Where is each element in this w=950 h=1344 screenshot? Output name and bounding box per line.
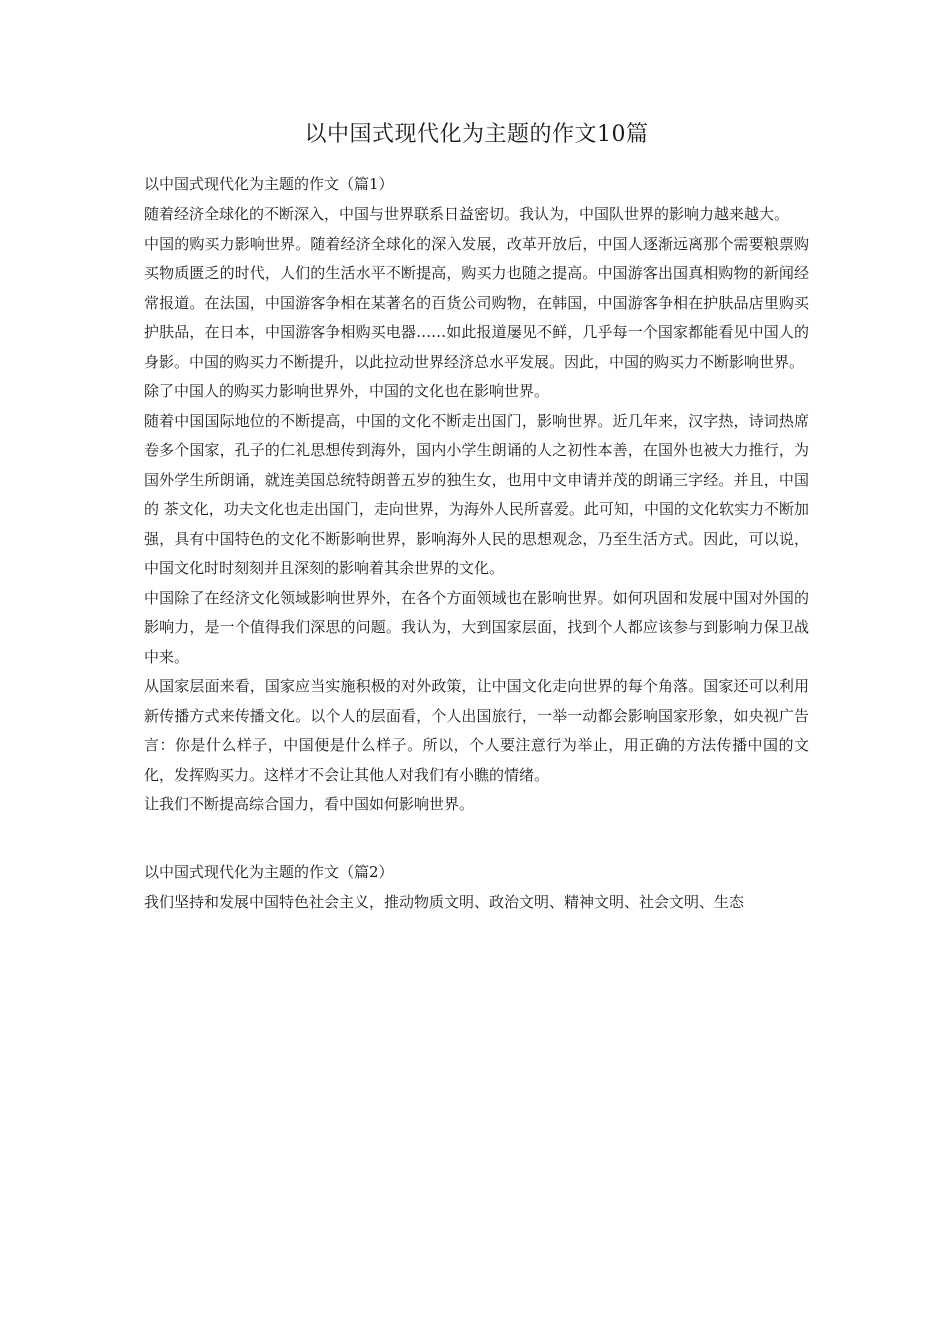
section-spacer bbox=[144, 820, 809, 858]
paragraph: 我们坚持和发展中国特色社会主义，推动物质文明、政治文明、精神文明、社会文明、生态 bbox=[144, 892, 745, 911]
paragraph: 随着经济全球化的不断深入，中国与世界联系日益密切。我认为，中国队世界的影响力越来越大。 bbox=[144, 205, 790, 223]
paragraph: 中国的购买力影响世界。随着经济全球化的深入发展，改革开放后，中国人逐渐远离那个需要粮票购买物质匮乏的时代，人们的生活水平不断提高，购买力也随之提高。中国游客出国真相购物的新闻经常报道。在法国，中国游客争相在某著名的百货公司购物，在韩国，中国游客争相在护肤品店里购买护肤品，在日本，中国游客争相购买电器……如此报道屡见不鲜，几乎每一个国家都能看见中国人的身影。中国的购买力不断提升，以此拉动世界经济总水平发展。因此，中国的购买力不断影响世界。 bbox=[144, 234, 809, 371]
essay-section-1 bbox=[144, 170, 809, 820]
document-page bbox=[144, 118, 809, 917]
paragraph: 从国家层面来看，国家应当实施积极的对外政策，让中国文化走向世界的每个角落。国家还可以利用新传播方式来传播文化。以个人的层面看，个人出国旅行，一举一动都会影响国家形象，如央视广告言：你是什么样子，中国便是什么样子。所以，个人要注意行为举止，用正确的方法传播中国的文化，发挥购买力。这样才不会让其他人对我们有小瞧的情绪。 bbox=[144, 677, 809, 784]
paragraph: 让我们不断提高综合国力，看中国如何影响世界。 bbox=[144, 795, 475, 813]
paragraph: 中国除了在经济文化领域影响世界外，在各个方面领域也在影响世界。如何巩固和发展中国对外国的影响力，是一个值得我们深思的问题。我认为，大到国家层面，找到个人都应该参与到影响力保卫战中来。 bbox=[144, 588, 809, 666]
section-heading: 以中国式现代化为主题的作文（篇2） bbox=[144, 862, 394, 881]
paragraph: 除了中国人的购买力影响世界外，中国的文化也在影响世界。 bbox=[144, 382, 550, 400]
document-title: 以中国式现代化为主题的作文10篇 bbox=[304, 122, 649, 147]
section-heading: 以中国式现代化为主题的作文（篇1） bbox=[144, 175, 394, 193]
paragraph: 随着中国国际地位的不断提高，中国的文化不断走出国门，影响世界。近几年来，汉字热，诗词热席卷多个国家，孔子的仁礼思想传到海外，国内小学生朗诵的人之初性本善，在国外也被大力推行，为国外学生所朗诵，就连美国总统特朗普五岁的独生女，也用中文申请并茂的朗诵三字经。并且，中国的 茶文化，功夫文化也走出国门，走向世界，为海外人民所喜爱。此可知，中国的文化软实力不断加强，具有中国特色的文化不断影响世界，影响海外人民的思想观念，乃至生活方式。因此，可以说，中国文化时时刻刻并且深刻的影响着其余世界的文化。 bbox=[144, 411, 809, 577]
essay-section-2 bbox=[144, 858, 809, 918]
